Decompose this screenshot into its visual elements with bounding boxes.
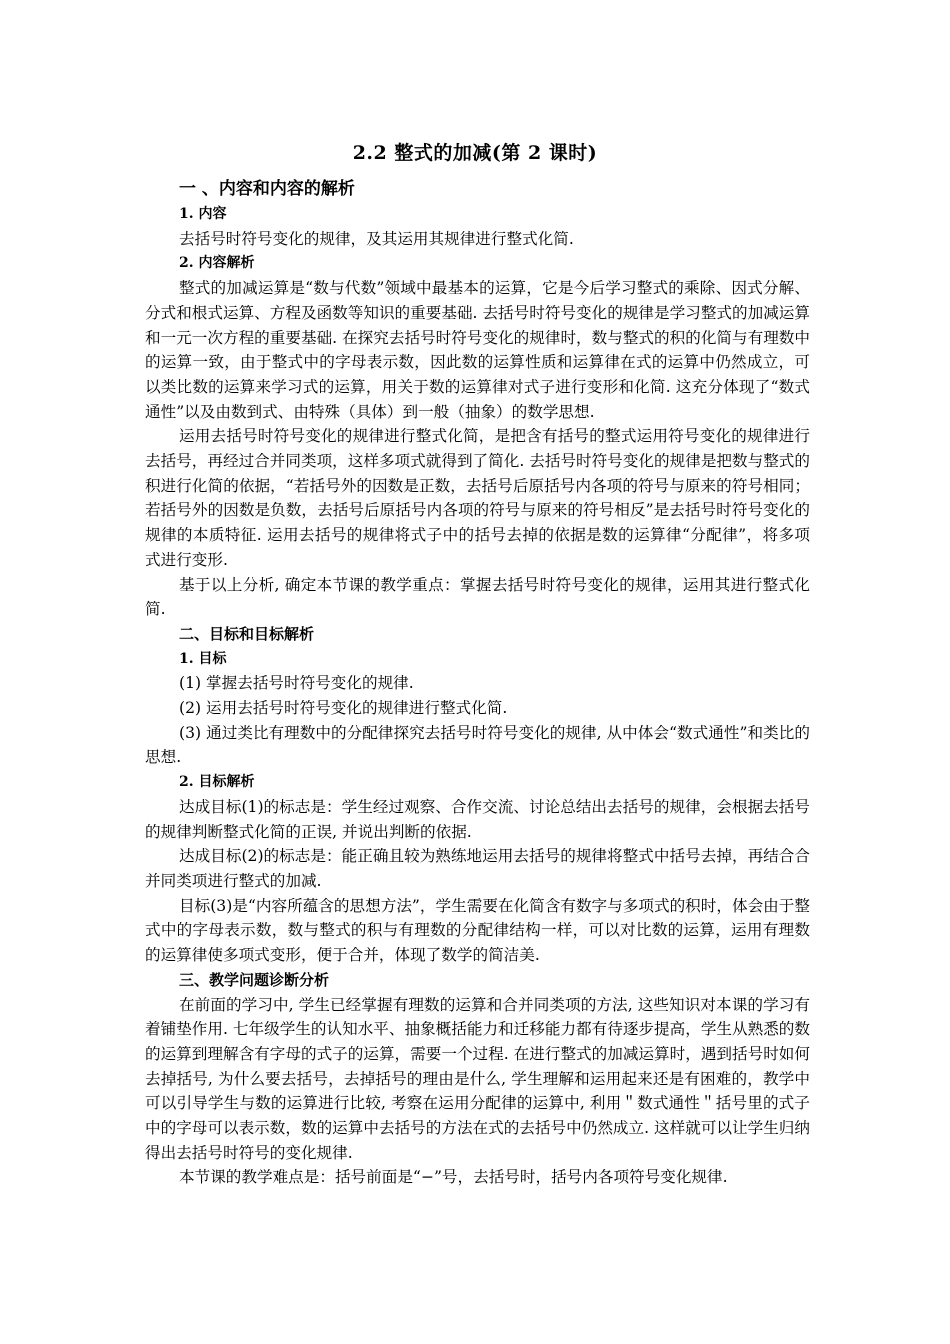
subheading-goal-analysis: 2. 目标解析 [179, 774, 255, 791]
document-body [145, 176, 810, 1190]
paragraph: 在前面的学习中, 学生已经掌握有理数的运算和合并同类项的方法, 这些知识对本课的学习有着铺垫作用. 七年级学生的认知水平、抽象概括能力和迁移能力都有待逐步提高，学生从熟悉的数的运算到理解含有字母的式子的运算，需要一个过程. 在进行整式的加减运算时，遇到括号时如何去掉括号, 为什么要去括号，去掉括号的理由是什么, 学生理解和运用起来还是有困难的，教学中可以引导学生与数的运算进行比较, 考察在运用分配律的运算中, 利用＂数式通性＂括号里的式子中的字母可以表示数，数的运算中去括号的方法在式的去括号中仍然成立. 这样就可以让学生归纳得出去括号时符号的变化规律. [145, 995, 810, 1162]
paragraph: 整式的加减运算是“数与代数”领域中最基本的运算，它是今后学习整式的乘除、因式分解、分式和根式运算、方程及函数等知识的重要基础. 去括号时符号变化的规律是学习整式的加减运算和一元一次方程的重要基础. 在探究去括号时符号变化的规律时，数与整式的积的化简与有理数中的运算一致，由于整式中的字母表示数，因此数的运算性质和运算律在式的运算中仍然成立，可以类比数的运算来学习式的运算，用关于数的运算律对式子进行变形和化简. 这充分体现了“数式通性”以及由数到式、由特殊（具体）到一般（抽象）的数学思想. [145, 279, 810, 421]
section-heading-1: 一 、内容和内容的解析 [179, 179, 355, 199]
subheading-content-analysis: 2. 内容解析 [179, 255, 255, 272]
paragraph: 去括号时符号变化的规律，及其运用其规律进行整式化简. [179, 229, 574, 248]
document-title: 2.2 整式的加减(第 2 课时) [352, 142, 598, 164]
paragraph: 达成目标(1)的标志是：学生经过观察、合作交流、讨论总结出去括号的规律，会根据去括号的规律判断整式化简的正误, 并说出判断的依据. [145, 797, 810, 841]
section-heading-3: 三、教学问题诊断分析 [179, 970, 330, 989]
goal-item: (1) 掌握去括号时符号变化的规律. [179, 674, 414, 693]
section-heading-2: 二、目标和目标解析 [179, 624, 315, 643]
goal-item: (3) 通过类比有理数中的分配律探究去括号时符号变化的规律, 从中体会“数式通性”和类比的思想. [145, 723, 810, 767]
paragraph: 目标(3)是“内容所蕴含的思想方法”，学生需要在化简含有数字与多项式的积时，体会由于整式中的字母表示数，数与整式的积与有理数的分配律结构一样，可以对比数的运算，运用有理数的运算律使多项式变形，便于合并，体现了数学的简洁美. [145, 896, 810, 965]
paragraph: 本节课的教学难点是：括号前面是“−”号，去括号时，括号内各项符号变化规律. [179, 1168, 728, 1187]
paragraph: 达成目标(2)的标志是：能正确且较为熟练地运用去括号的规律将整式中括号去掉，再结合合并同类项进行整式的加减. [145, 847, 810, 890]
paragraph: 基于以上分析, 确定本节课的教学重点：掌握去括号时符号变化的规律，运用其进行整式化简. [145, 575, 810, 619]
subheading-content: 1. 内容 [179, 206, 227, 222]
subheading-goals: 1. 目标 [179, 650, 227, 667]
paragraph: 运用去括号时符号变化的规律进行整式化简，是把含有括号的整式运用符号变化的规律进行去括号，再经过合并同类项，这样多项式就得到了简化. 去括号时符号变化的规律是把数与整式的积进行化简的依据，“若括号外的因数是正数，去括号后原括号内各项的符号与原来的符号相同；若括号外的因数是负数，去括号后原括号内各项的符号与原来的符号相反”是去括号时符号变化的规律的本质特征. 运用去括号的规律将式子中的括号去掉的依据是数的运算律“分配律”，将多项式进行变形. [145, 427, 810, 569]
goal-item: (2) 运用去括号时符号变化的规律进行整式化简. [179, 699, 508, 718]
